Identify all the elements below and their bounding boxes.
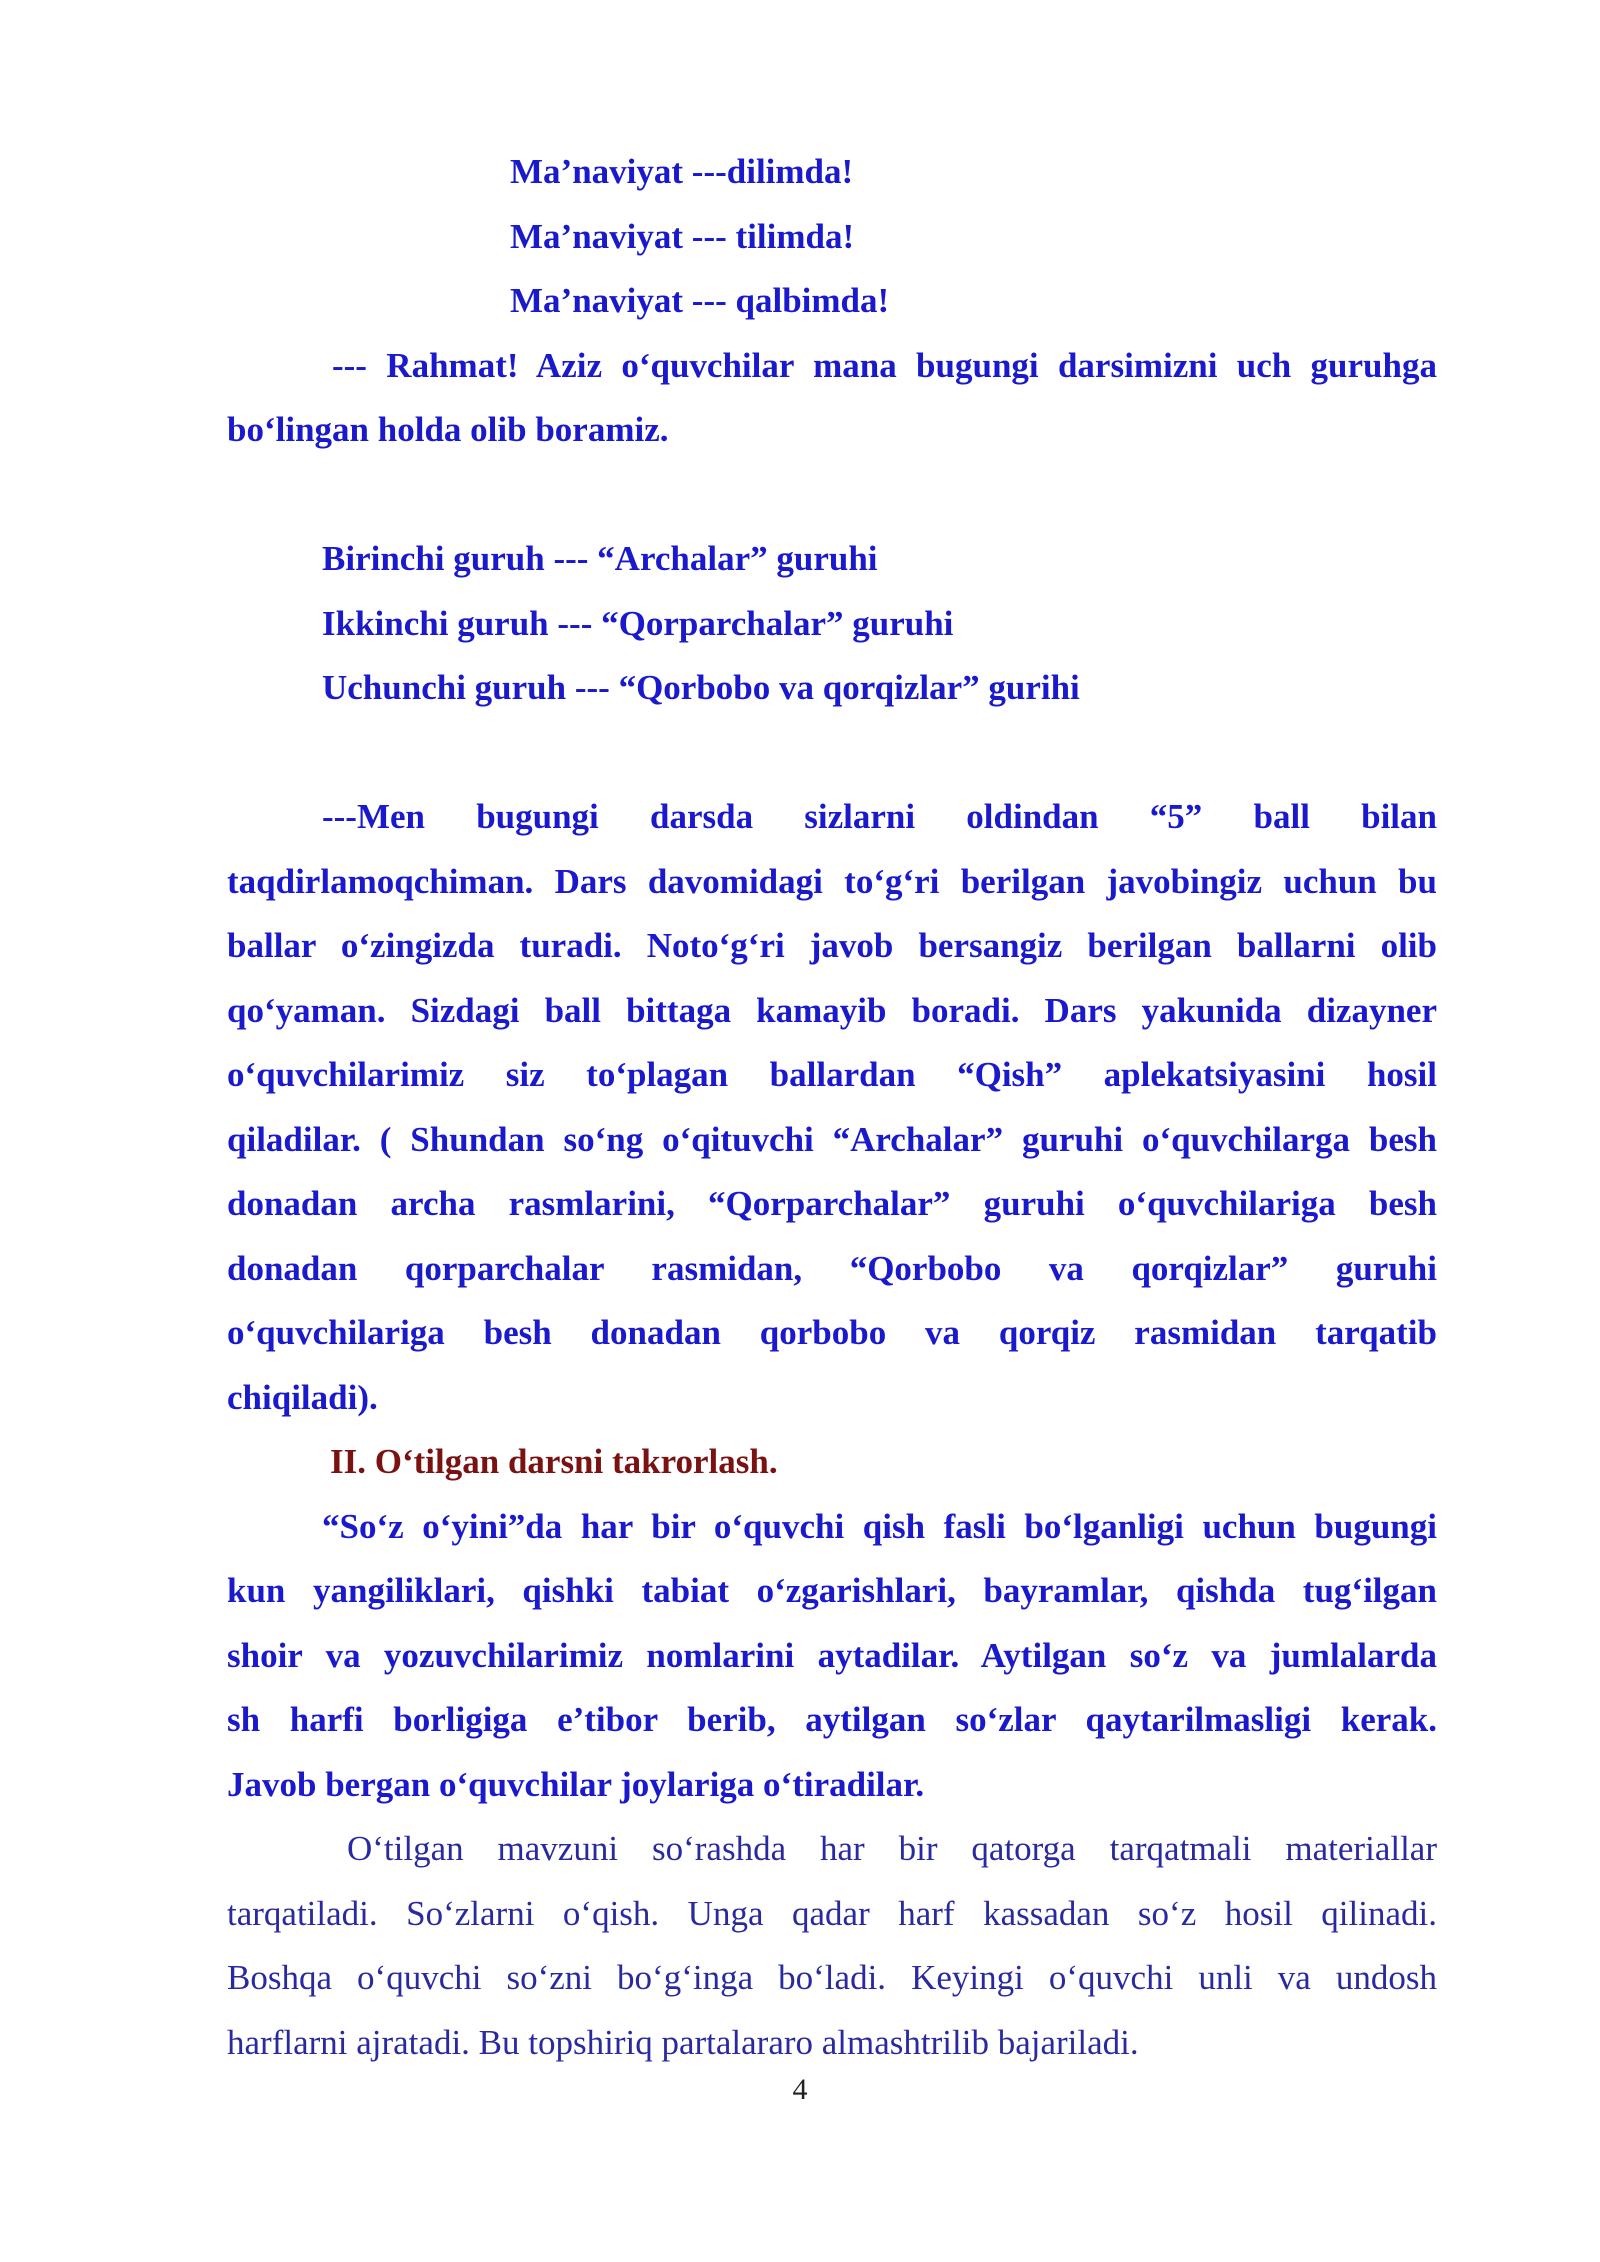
paragraph-line: qiladilar. ( Shundan so‘ng o‘qituvchi “Archalar” guruhi o‘quvchilarga besh	[227, 1119, 1437, 1159]
paragraph-line: qo‘yaman. Sizdagi ball bittaga kamayib boradi. Dars yakunida dizayner	[227, 990, 1437, 1030]
paragraph-line: tarqatiladi. So‘zlarni o‘qish. Unga qadar harf kassadan so‘z hosil qilinadi.	[227, 1893, 1437, 1933]
group-line: Ikkinchi guruh --- “Qorparchalar” guruhi	[322, 603, 954, 643]
paragraph-line: “So‘z o‘yini”da har bir o‘quvchi qish fasli bo‘lganligi uchun bugungi	[322, 1506, 1437, 1546]
group-line: Birinchi guruh --- “Archalar” guruhi	[322, 539, 878, 578]
paragraph-line: ---Men bugungi darsda sizlarni oldindan “5” ball bilan	[322, 797, 1437, 836]
spacer	[227, 463, 1437, 528]
paragraph-line: harflarni ajratadi. Bu topshiriq partalararo almashtrilib bajariladi.	[227, 2022, 1139, 2062]
paragraph-line: Javob bergan o‘quvchilar joylariga o‘tiradilar.	[227, 1764, 925, 1804]
motto-line: Ma’naviyat ---dilimda!	[510, 152, 854, 191]
paragraph-line: donadan archa rasmlarini, “Qorparchalar” guruhi o‘quvchilariga besh	[227, 1184, 1437, 1223]
spacer	[227, 721, 1437, 786]
paragraph-line: donadan qorparchalar rasmidan, “Qorbobo va qorqizlar” guruhi	[227, 1248, 1437, 1288]
paragraph-line: O‘tilgan mavzuni so‘rashda har bir qatorga tarqatmali materiallar	[347, 1829, 1437, 1868]
paragraph-line: chiqiladi).	[227, 1377, 378, 1417]
paragraph-line: Boshqa o‘quvchi so‘zni bo‘g‘inga bo‘ladi. Keyingi o‘quvchi unli va undosh	[227, 1958, 1437, 1997]
paragraph-line: shoir va yozuvchilarimiz nomlarini aytadilar. Aytilgan so‘z va jumlalarda	[227, 1635, 1437, 1675]
motto-line: Ma’naviyat --- tilimda!	[510, 216, 855, 256]
intro-line: bo‘lingan holda olib boramiz.	[227, 410, 669, 449]
motto-line: Ma’naviyat --- qalbimda!	[510, 281, 890, 320]
paragraph-line: o‘quvchilariga besh donadan qorbobo va qorqiz rasmidan tarqatib	[227, 1313, 1437, 1352]
paragraph-line: ballar o‘zingizda turadi. Noto‘g‘ri javob bersangiz berilgan ballarni olib	[227, 926, 1437, 965]
group-line: Uchunchi guruh --- “Qorbobo va qorqizlar” gurihi	[322, 668, 1080, 707]
paragraph-line: taqdirlamoqchiman. Dars davomidagi to‘g‘ri berilgan javobingiz uchun bu	[227, 861, 1437, 901]
paragraph-line: o‘quvchilarimiz siz to‘plagan ballardan “Qish” aplekatsiyasini hosil	[227, 1055, 1437, 1094]
intro-line: --- Rahmat! Aziz o‘quvchilar mana bugungi darsimizni uch guruhga	[332, 345, 1437, 385]
paragraph-line: sh harfi borligiga e’tibor berib, aytilgan so‘zlar qaytarilmasligi kerak.	[227, 1700, 1437, 1739]
paragraph-line: kun yangiliklari, qishki tabiat o‘zgarishlari, bayramlar, qishda tug‘ilgan	[227, 1571, 1437, 1610]
section-heading: II. O‘tilgan darsni takrorlash.	[330, 1442, 778, 1481]
page-content	[227, 140, 1437, 2075]
page-number: 4	[792, 2073, 808, 2106]
